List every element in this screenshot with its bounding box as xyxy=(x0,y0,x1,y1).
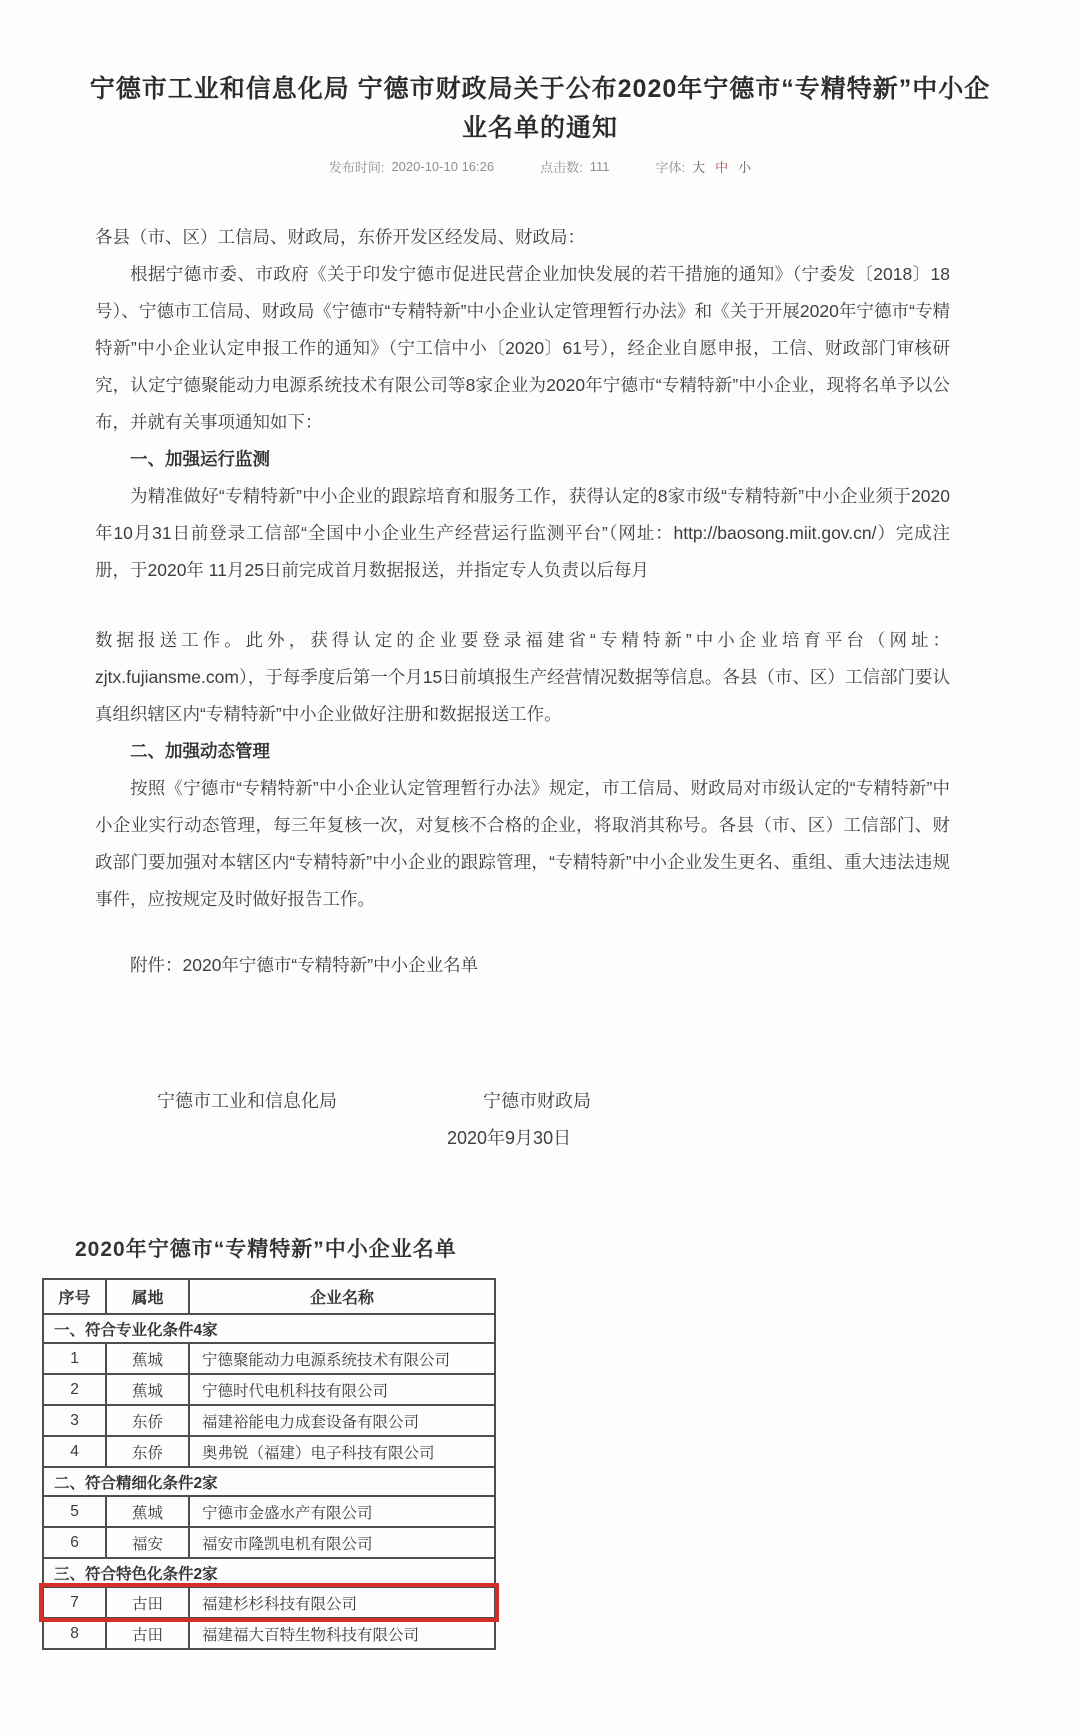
table-section-label: 二、符合精细化条件2家 xyxy=(43,1467,495,1496)
cell-company: 宁德时代电机科技有限公司 xyxy=(189,1374,495,1405)
company-table xyxy=(42,1278,496,1650)
table-row-highlighted xyxy=(43,1587,495,1618)
publish-time xyxy=(329,157,494,176)
font-size-label: 字体: xyxy=(655,160,686,175)
cell-company: 福安市隆凯电机有限公司 xyxy=(189,1527,495,1558)
table-header-row xyxy=(43,1279,495,1314)
cell-no: 3 xyxy=(43,1405,106,1436)
section-heading-1: 一、加强运行监测 xyxy=(130,449,270,469)
cell-no: 4 xyxy=(43,1436,106,1467)
signature-block xyxy=(95,1083,950,1157)
appendix-title: 2020年宁德市“专精特新”中小企业名单 xyxy=(75,1238,457,1261)
font-size-medium-button[interactable]: 中 xyxy=(715,160,729,175)
paragraph-dynamic-management: 按照《宁德市“专精特新”中小企业认定管理暂行办法》规定，市工信局、财政局对市级认定的“专精特新”中小企业实行动态管理，每三年复核一次，对复核不合格的企业，将取消其称号。各县（市、区）工信部门、财政部门要加强对本辖区内“专精特新”中小企业的跟踪管理，“专精特新”中小企业发生更名、重组、重大违法违规事件，应按规定及时做好报告工作。 xyxy=(95,778,950,909)
signature-orgs xyxy=(157,1083,950,1120)
section-heading-2: 二、加强动态管理 xyxy=(130,741,270,761)
table-section-label: 一、符合专业化条件4家 xyxy=(43,1314,495,1343)
cell-company: 宁德市金盛水产有限公司 xyxy=(189,1496,495,1527)
page-title: 宁德市工业和信息化局 宁德市财政局关于公布2020年宁德市“专精特新”中小企业名单的通知 xyxy=(89,75,991,142)
publish-time-value: 2020-10-10 16:26 xyxy=(391,159,495,174)
hit-count xyxy=(540,157,609,176)
cell-district: 古田 xyxy=(106,1618,189,1649)
font-size-switcher xyxy=(656,157,752,176)
signature-org-2: 宁德市财政局 xyxy=(483,1091,591,1111)
table-row xyxy=(43,1527,495,1558)
header-cell-district: 属地 xyxy=(106,1279,189,1314)
table-row xyxy=(43,1496,495,1527)
table-row xyxy=(43,1374,495,1405)
table-row xyxy=(43,1436,495,1467)
header-cell-index: 序号 xyxy=(43,1279,106,1314)
salutation-line: 各县（市、区）工信局、财政局，东侨开发区经发局、财政局： xyxy=(95,227,585,247)
table-section-row xyxy=(43,1558,495,1587)
header-cell-company: 企业名称 xyxy=(189,1279,495,1314)
signature-org-1: 宁德市工业和信息化局 xyxy=(157,1091,337,1111)
cell-district: 蕉城 xyxy=(106,1374,189,1405)
cell-company: 福建裕能电力成套设备有限公司 xyxy=(189,1405,495,1436)
cell-no: 8 xyxy=(43,1618,106,1649)
publish-time-label: 发布时间: xyxy=(328,160,385,175)
signature-date: 2020年9月30日 xyxy=(447,1128,572,1148)
cell-no: 1 xyxy=(43,1343,106,1374)
cell-company: 福建福大百特生物科技有限公司 xyxy=(189,1618,495,1649)
table-row xyxy=(43,1343,495,1374)
paragraph-monitoring: 为精准做好“专精特新”中小企业的跟踪培育和服务工作，获得认定的8家市级“专精特新”中小企业须于2020年10月31日前登录工信部“全国中小企业生产经营运行监测平台”（网址：http://baosong.miit.gov.cn/）完成注册，于2020年 11月25日前完成首月数据报送，并指定专人负责以后每月 xyxy=(95,486,950,580)
font-size-large-button[interactable]: 大 xyxy=(692,160,706,175)
table-section-label: 三、符合特色化条件2家 xyxy=(43,1558,495,1587)
attachment-line: 附件：2020年宁德市“专精特新”中小企业名单 xyxy=(130,955,479,975)
cell-company: 奥弗锐（福建）电子科技有限公司 xyxy=(189,1436,495,1467)
font-size-options xyxy=(692,157,751,176)
hit-count-value: 111 xyxy=(589,159,610,174)
cell-district: 古田 xyxy=(106,1587,189,1618)
cell-district: 福安 xyxy=(106,1527,189,1558)
table-section-row xyxy=(43,1314,495,1343)
cell-district: 蕉城 xyxy=(106,1496,189,1527)
paragraph-basis: 根据宁德市委、市政府《关于印发宁德市促进民营企业加快发展的若干措施的通知》（宁委发〔2018〕18号）、宁德市工信局、财政局《宁德市“专精特新”中小企业认定管理暂行办法》和《关于开展2020年宁德市“专精特新”中小企业认定申报工作的通知》（宁工信中小〔2020〕61号），经企业自愿申报，工信、财政部门审核研究，认定宁德聚能动力电源系统技术有限公司等8家企业为2020年宁德市“专精特新”中小企业，现将名单予以公布，并就有关事项通知如下： xyxy=(95,264,950,432)
cell-no: 2 xyxy=(43,1374,106,1405)
hit-count-label: 点击数: xyxy=(540,160,583,175)
paragraph-monitoring-continued: 数据报送工作。此外，获得认定的企业要登录福建省“专精特新”中小企业培育平台（网址：zjtx.fujiansme.com），于每季度后第一个月15日前填报生产经营情况数据等信息。各县（市、区）工信部门要认真组织辖区内“专精特新”中小企业做好注册和数据报送工作。 xyxy=(95,630,950,724)
cell-company: 宁德聚能动力电源系统技术有限公司 xyxy=(189,1343,495,1374)
cell-district: 东侨 xyxy=(106,1405,189,1436)
table-row xyxy=(43,1618,495,1649)
cell-district: 蕉城 xyxy=(106,1343,189,1374)
cell-no: 5 xyxy=(43,1496,106,1527)
company-table-body xyxy=(43,1314,495,1649)
table-section-row xyxy=(43,1467,495,1496)
table-row xyxy=(43,1405,495,1436)
cell-no: 6 xyxy=(43,1527,106,1558)
article-meta xyxy=(0,157,1080,176)
cell-company: 福建杉杉科技有限公司 xyxy=(189,1587,495,1618)
font-size-small-button[interactable]: 小 xyxy=(738,160,752,175)
document-body xyxy=(95,219,950,984)
cell-district: 东侨 xyxy=(106,1436,189,1467)
cell-no: 7 xyxy=(43,1587,106,1618)
appendix-section xyxy=(0,1233,1080,1650)
